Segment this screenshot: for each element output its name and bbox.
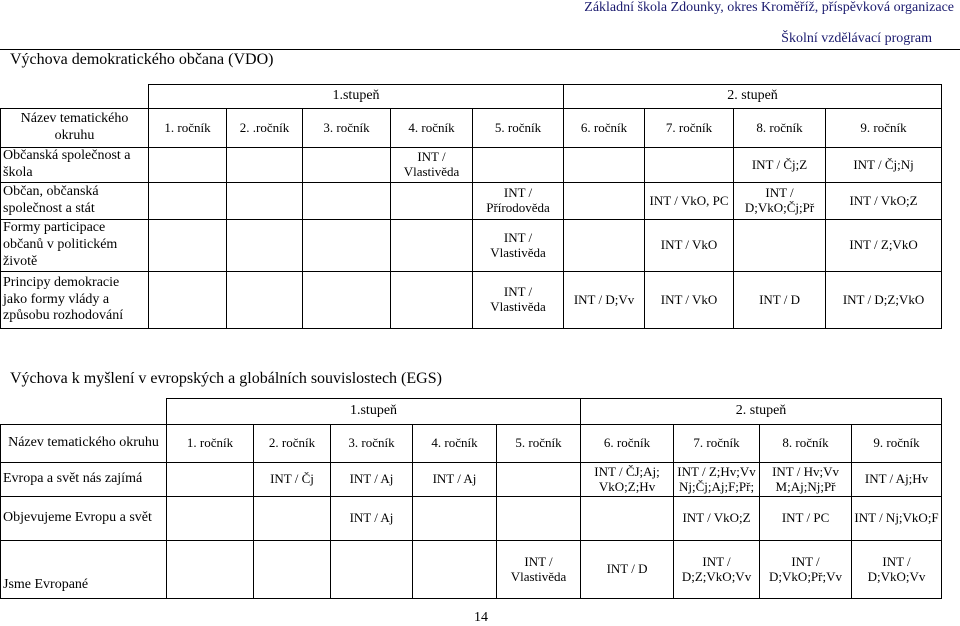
- table-cell: INT / D;VkO;Vv: [852, 541, 942, 599]
- egs-grade-5: 5. ročník: [497, 425, 581, 463]
- table-cell: INT / Čj;Nj: [826, 148, 942, 183]
- table-cell: [227, 272, 303, 329]
- table-cell: INT / VkO, PC: [645, 183, 734, 220]
- table-cell: [149, 183, 227, 220]
- table-cell: INT / D;Z;VkO;Vv: [674, 541, 760, 599]
- table-row: [1, 148, 942, 183]
- table-cell: INT / D;Vv: [564, 272, 645, 329]
- table-cell: [149, 148, 227, 183]
- vdo-name-header: Název tematického okruhu: [1, 109, 149, 148]
- table-cell: INT / Z;Hv;Vv Nj;Čj;Aj;F;Př;: [674, 463, 760, 497]
- table-cell: [564, 148, 645, 183]
- table-cell: INT / D: [581, 541, 674, 599]
- table-cell: INT / VkO: [645, 272, 734, 329]
- table-cell: [227, 220, 303, 272]
- table-row: [1, 272, 942, 329]
- table-cell: INT / Nj;VkO;F: [852, 497, 942, 541]
- table-cell: [149, 272, 227, 329]
- vdo-grade-6: 6. ročník: [564, 109, 645, 148]
- egs-grade-1: 1. ročník: [167, 425, 254, 463]
- table-cell: [497, 497, 581, 541]
- egs-row-name: Evropa a svět nás zajímá: [1, 463, 167, 497]
- egs-grade-4: 4. ročník: [413, 425, 497, 463]
- table-cell: INT / PC: [760, 497, 852, 541]
- table-cell: INT / Čj: [254, 463, 331, 497]
- table-cell: [497, 463, 581, 497]
- table-cell: [227, 183, 303, 220]
- table-cell: INT / Vlastivěda: [497, 541, 581, 599]
- table-cell: INT / ČJ;Aj; VkO;Z;Hv: [581, 463, 674, 497]
- table-cell: [254, 541, 331, 599]
- table-cell: INT / D;Z;VkO: [826, 272, 942, 329]
- table-cell: [331, 541, 413, 599]
- egs-grade-3: 3. ročník: [331, 425, 413, 463]
- vdo-stage2: 2. stupeň: [564, 85, 942, 109]
- table-row: [1, 183, 942, 220]
- vdo-row-name: Formy participace občanů v politickém životě: [1, 220, 149, 272]
- table-cell: INT / VkO;Z: [674, 497, 760, 541]
- table-cell: [413, 541, 497, 599]
- vdo-corner: [1, 85, 149, 109]
- table-cell: INT / Aj;Hv: [852, 463, 942, 497]
- table-cell: [227, 148, 303, 183]
- table-cell: [645, 148, 734, 183]
- vdo-grade-2: 2. .ročník: [227, 109, 303, 148]
- vdo-row-name: Občan, občanská společnost a stát: [1, 183, 149, 220]
- table-row: [1, 497, 942, 541]
- egs-grade-6: 6. ročník: [581, 425, 674, 463]
- egs-title: Výchova k myšlení v evropských a globálních souvislostech (EGS): [10, 370, 442, 387]
- egs-table: [0, 398, 942, 599]
- table-cell: [303, 220, 391, 272]
- vdo-grade-5: 5. ročník: [473, 109, 564, 148]
- table-cell: INT / Hv;Vv M;Aj;Nj;Př: [760, 463, 852, 497]
- egs-grade-9: 9. ročník: [852, 425, 942, 463]
- vdo-grade-8: 8. ročník: [734, 109, 826, 148]
- table-cell: [391, 272, 473, 329]
- egs-row-name: Objevujeme Evropu a svět: [1, 497, 167, 541]
- table-cell: [564, 183, 645, 220]
- school-name: Základní škola Zdounky, okres Kroměříž, příspěvková organizace: [584, 0, 954, 15]
- vdo-grade-7: 7. ročník: [645, 109, 734, 148]
- vdo-title: Výchova demokratického občana (VDO): [10, 51, 274, 68]
- vdo-stage1: 1.stupeň: [149, 85, 564, 109]
- table-cell: INT / VkO: [645, 220, 734, 272]
- table-cell: [564, 220, 645, 272]
- table-cell: INT / D;VkO;Čj;Př: [734, 183, 826, 220]
- egs-grade-2: 2. ročník: [254, 425, 331, 463]
- header-divider: [0, 49, 960, 50]
- table-row: [1, 541, 942, 599]
- vdo-grade-9: 9. ročník: [826, 109, 942, 148]
- page-number: 14: [474, 610, 488, 625]
- egs-grade-8: 8. ročník: [760, 425, 852, 463]
- table-cell: [167, 541, 254, 599]
- table-cell: INT / Vlastivěda: [473, 220, 564, 272]
- table-cell: [413, 497, 497, 541]
- table-cell: [149, 220, 227, 272]
- vdo-row-name: Občanská společnost a škola: [1, 148, 149, 183]
- table-cell: [254, 497, 331, 541]
- table-cell: INT / VkO;Z: [826, 183, 942, 220]
- table-row: [1, 220, 942, 272]
- egs-stage2: 2. stupeň: [581, 399, 942, 425]
- egs-grade-7: 7. ročník: [674, 425, 760, 463]
- table-cell: INT / Aj: [413, 463, 497, 497]
- table-cell: INT / Z;VkO: [826, 220, 942, 272]
- table-cell: INT / Vlastivěda: [473, 272, 564, 329]
- vdo-grade-1: 1. ročník: [149, 109, 227, 148]
- table-cell: [167, 463, 254, 497]
- table-cell: [303, 183, 391, 220]
- table-cell: INT / Aj: [331, 497, 413, 541]
- table-cell: INT / Vlastivěda: [391, 148, 473, 183]
- table-cell: [303, 272, 391, 329]
- egs-corner: [1, 399, 167, 425]
- table-cell: [473, 148, 564, 183]
- table-row: [1, 463, 942, 497]
- program-name: Školní vzdělávací program: [781, 31, 932, 46]
- table-cell: INT / Přírodověda: [473, 183, 564, 220]
- vdo-table: [0, 84, 942, 329]
- table-cell: INT / D;VkO;Př;Vv: [760, 541, 852, 599]
- table-cell: [303, 148, 391, 183]
- table-cell: [391, 183, 473, 220]
- egs-name-header: Název tematického okruhu: [1, 425, 167, 463]
- table-cell: [167, 497, 254, 541]
- vdo-row-name: Principy demokracie jako formy vlády a způsobu rozhodování: [1, 272, 149, 329]
- table-cell: INT / Čj;Z: [734, 148, 826, 183]
- table-cell: [734, 220, 826, 272]
- vdo-grade-3: 3. ročník: [303, 109, 391, 148]
- table-cell: INT / D: [734, 272, 826, 329]
- egs-stage1: 1.stupeň: [167, 399, 581, 425]
- table-cell: [391, 220, 473, 272]
- egs-row-name: Jsme Evropané: [1, 541, 167, 599]
- table-cell: [581, 497, 674, 541]
- vdo-grade-4: 4. ročník: [391, 109, 473, 148]
- table-cell: INT / Aj: [331, 463, 413, 497]
